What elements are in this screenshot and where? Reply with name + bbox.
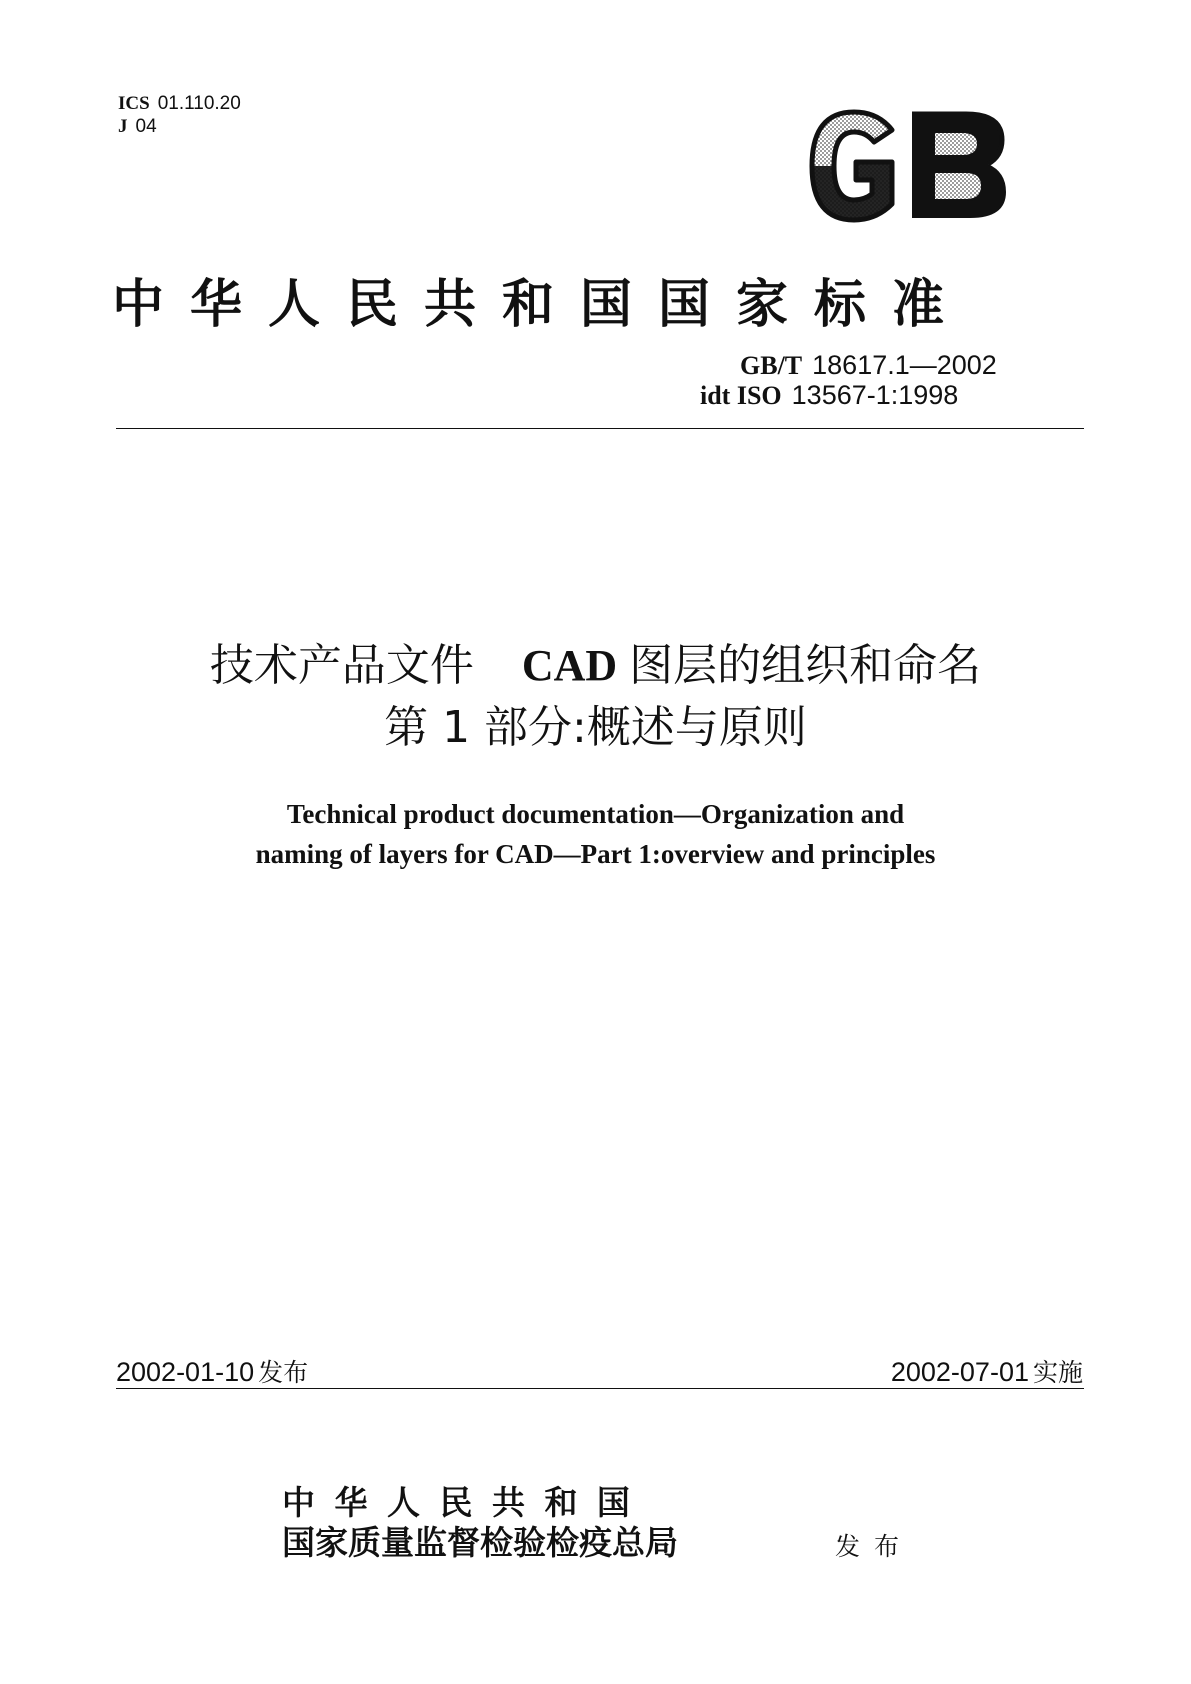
title-cn-line2: 第 1 部分:概述与原则 bbox=[384, 702, 807, 753]
ccs-label: J bbox=[118, 116, 128, 137]
idt-label: idt ISO bbox=[700, 381, 782, 410]
standard-number-value: 18617.1—2002 bbox=[812, 350, 997, 380]
ccs-value: 04 bbox=[135, 116, 157, 137]
idt-reference bbox=[700, 380, 1100, 411]
top-divider bbox=[116, 428, 1084, 429]
title-en-line1: Technical product documentation—Organization and bbox=[286, 799, 905, 829]
bottom-divider bbox=[116, 1388, 1084, 1389]
issuer-action: 发布 bbox=[835, 1532, 914, 1561]
ccs-code bbox=[118, 115, 157, 138]
effective-date bbox=[891, 1356, 1083, 1389]
ics-label: ICS bbox=[118, 93, 150, 114]
title-en-line2: naming of layers for CAD—Part 1:overview and principles bbox=[255, 839, 936, 869]
issue-date bbox=[116, 1356, 308, 1389]
effective-date-value: 2002-07-01 bbox=[890, 1357, 1029, 1387]
title-cn-line1 bbox=[0, 640, 1191, 692]
standard-heading: 中华人民共和国国家标准 bbox=[112, 274, 971, 335]
title-cn-part2: 图层的组织和命名 bbox=[629, 640, 982, 691]
issue-date-value: 2002-01-10 bbox=[116, 1357, 255, 1387]
gb-logo bbox=[806, 108, 1012, 224]
issuer-line2: 国家质量监督检验检疫总局 bbox=[282, 1523, 678, 1562]
effective-date-word: 实施 bbox=[1032, 1358, 1083, 1387]
title-cn-cad: CAD bbox=[521, 641, 618, 690]
standard-number bbox=[740, 350, 1140, 381]
ics-value: 01.110.20 bbox=[157, 93, 241, 114]
standard-number-label: GB/T bbox=[740, 351, 803, 380]
issue-date-word: 发布 bbox=[258, 1358, 309, 1387]
issuer-line1: 中 华 人 民 共 和 国 bbox=[282, 1483, 630, 1522]
idt-value: 13567-1:1998 bbox=[791, 380, 959, 410]
title-cn-part1: 技术产品文件 bbox=[209, 640, 474, 691]
gb-logo-mark bbox=[806, 108, 1012, 224]
ics-code bbox=[118, 92, 241, 115]
